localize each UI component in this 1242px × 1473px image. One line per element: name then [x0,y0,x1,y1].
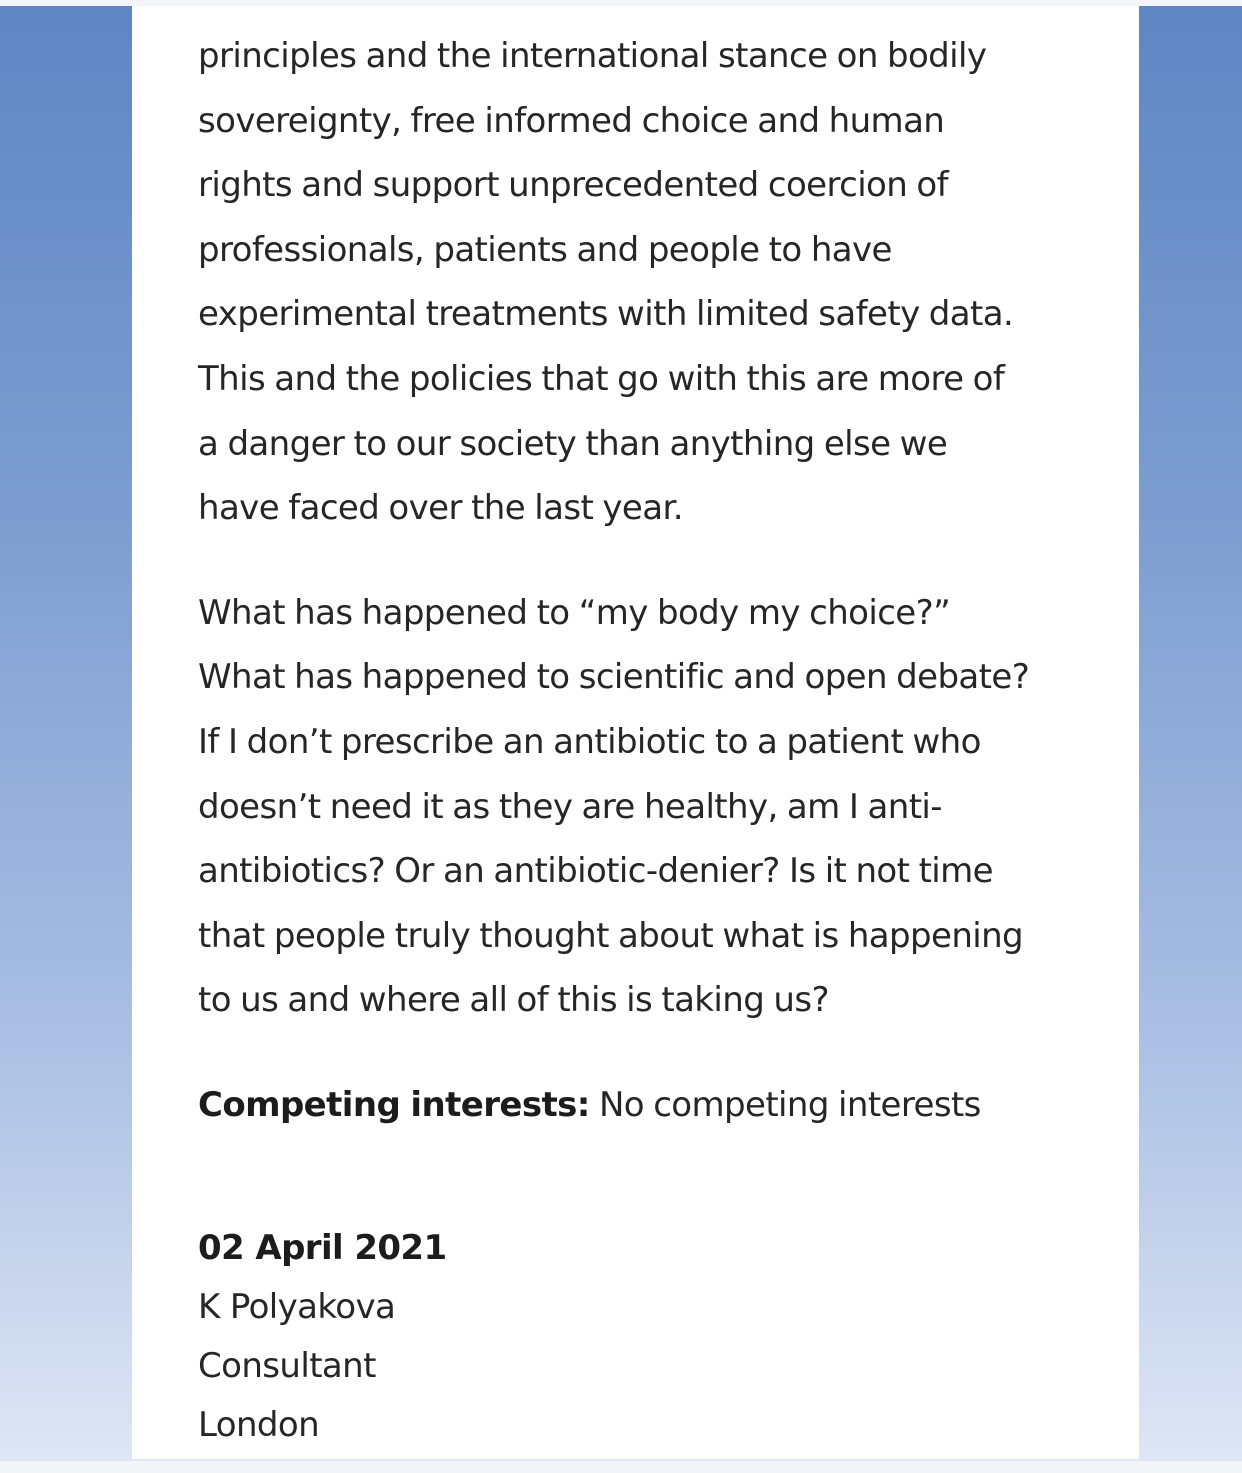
author-role: Consultant [198,1345,376,1386]
text-line: sovereignty, free informed choice and human [198,100,945,141]
competing-interests [198,1073,1098,1137]
text-line: If I don’t prescribe an antibiotic to a patient who [198,721,981,762]
text-line: that people truly thought about what is happening [198,915,1024,956]
text-line: What has happened to scientific and open debate? [198,657,1030,698]
paragraph-1 [198,24,1098,541]
text-line: What has happened to “my body my choice?” [198,592,951,633]
text-line: to us and where all of this is taking us? [198,980,829,1021]
text-line: professionals, patients and people to have [198,229,892,270]
paragraph-2 [198,581,1098,1033]
response-date: 02 April 2021 [198,1227,447,1268]
text-line: rights and support unprecedented coercion of [198,165,948,206]
text-line: principles and the international stance on bodily [198,36,987,76]
competing-interests-label: Competing interests: [198,1084,590,1125]
text-line: doesn’t need it as they are healthy, am I anti- [198,786,942,827]
text-line: antibiotics? Or an antibiotic-denier? Is it not time [198,851,993,892]
author-name: K Polyakova [198,1286,396,1327]
author-signoff [198,1219,1098,1455]
text-line: a danger to our society than anything else we [198,423,948,464]
text-line: This and the policies that go with this are more of [198,358,1005,399]
author-location: London [198,1404,320,1445]
response-card [132,6,1139,1459]
letter-content [198,24,1098,1455]
text-line: have faced over the last year. [198,488,683,529]
text-line: experimental treatments with limited safety data. [198,294,1014,335]
competing-interests-value: No competing interests [589,1084,981,1125]
